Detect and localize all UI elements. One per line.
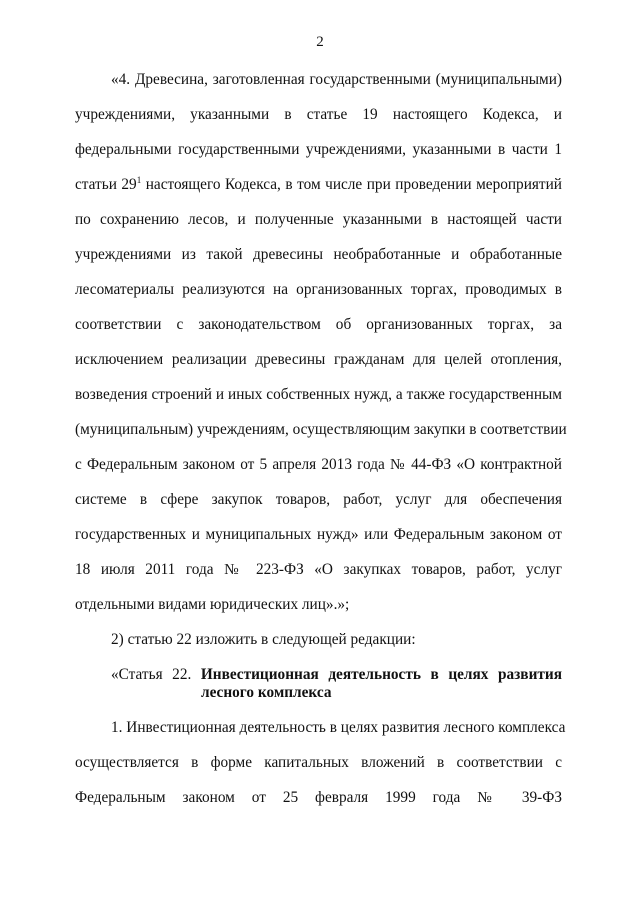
- text-line: государственных и муниципальных нужд» или Федеральным законом от: [75, 526, 562, 543]
- text-line: 18 июля 2011 года № 223-ФЗ «О закупках товаров, работ, услуг: [75, 561, 562, 578]
- text-line-with-footnote: [75, 175, 562, 195]
- text-line: Федеральным законом от 25 февраля 1999 года № 39-ФЗ: [75, 789, 562, 806]
- text-line: учреждениями, указанными в статье 19 настоящего Кодекса, и: [75, 106, 562, 123]
- text-line: соответствии с законодательством об организованных торгах, за: [75, 316, 562, 333]
- text-line: возведения строений и иных собственных нужд, а также государственным: [75, 386, 562, 403]
- text-fragment: настоящего Кодекса, в том числе при проведении мероприятий: [145, 176, 562, 193]
- page-number: 2: [316, 34, 324, 50]
- article-title: Инвестиционная деятельность в целях развития: [200, 666, 562, 683]
- article-number: «Статья 22.: [111, 666, 192, 683]
- article-heading: [111, 665, 562, 685]
- text-line: федеральными государственными учреждениями, указанными в части 1: [75, 141, 562, 158]
- text-line: системе в сфере закупок товаров, работ, услуг для обеспечения: [75, 491, 562, 508]
- text-line: осуществляется в форме капитальных вложений в соответствии с: [75, 754, 562, 771]
- superscript-mark: 1: [136, 175, 142, 185]
- text-line: «4. Древесина, заготовленная государственными (муниципальными): [111, 71, 562, 88]
- text-line: по сохранению лесов, и полученные указанными в настоящей части: [75, 211, 562, 228]
- text-line: 1. Инвестиционная деятельность в целях развития лесного комплекса: [111, 719, 566, 736]
- article-title-continued: лесного комплекса: [201, 684, 332, 701]
- text-fragment: статьи 29: [75, 176, 137, 193]
- text-line: лесоматериалы реализуются на организованных торгах, проводимых в: [75, 281, 562, 298]
- text-line: отдельными видами юридических лиц».»;: [75, 596, 350, 613]
- text-line: с Федеральным законом от 5 апреля 2013 года № 44-ФЗ «О контрактной: [75, 456, 562, 473]
- text-line: (муниципальным) учреждениям, осуществляющим закупки в соответствии: [75, 421, 567, 438]
- amendment-item: 2) статью 22 изложить в следующей редакции:: [111, 631, 416, 648]
- text-line: исключением реализации древесины гражданам для целей отопления,: [75, 351, 562, 368]
- text-line: учреждениями из такой древесины необработанные и обработанные: [75, 246, 562, 263]
